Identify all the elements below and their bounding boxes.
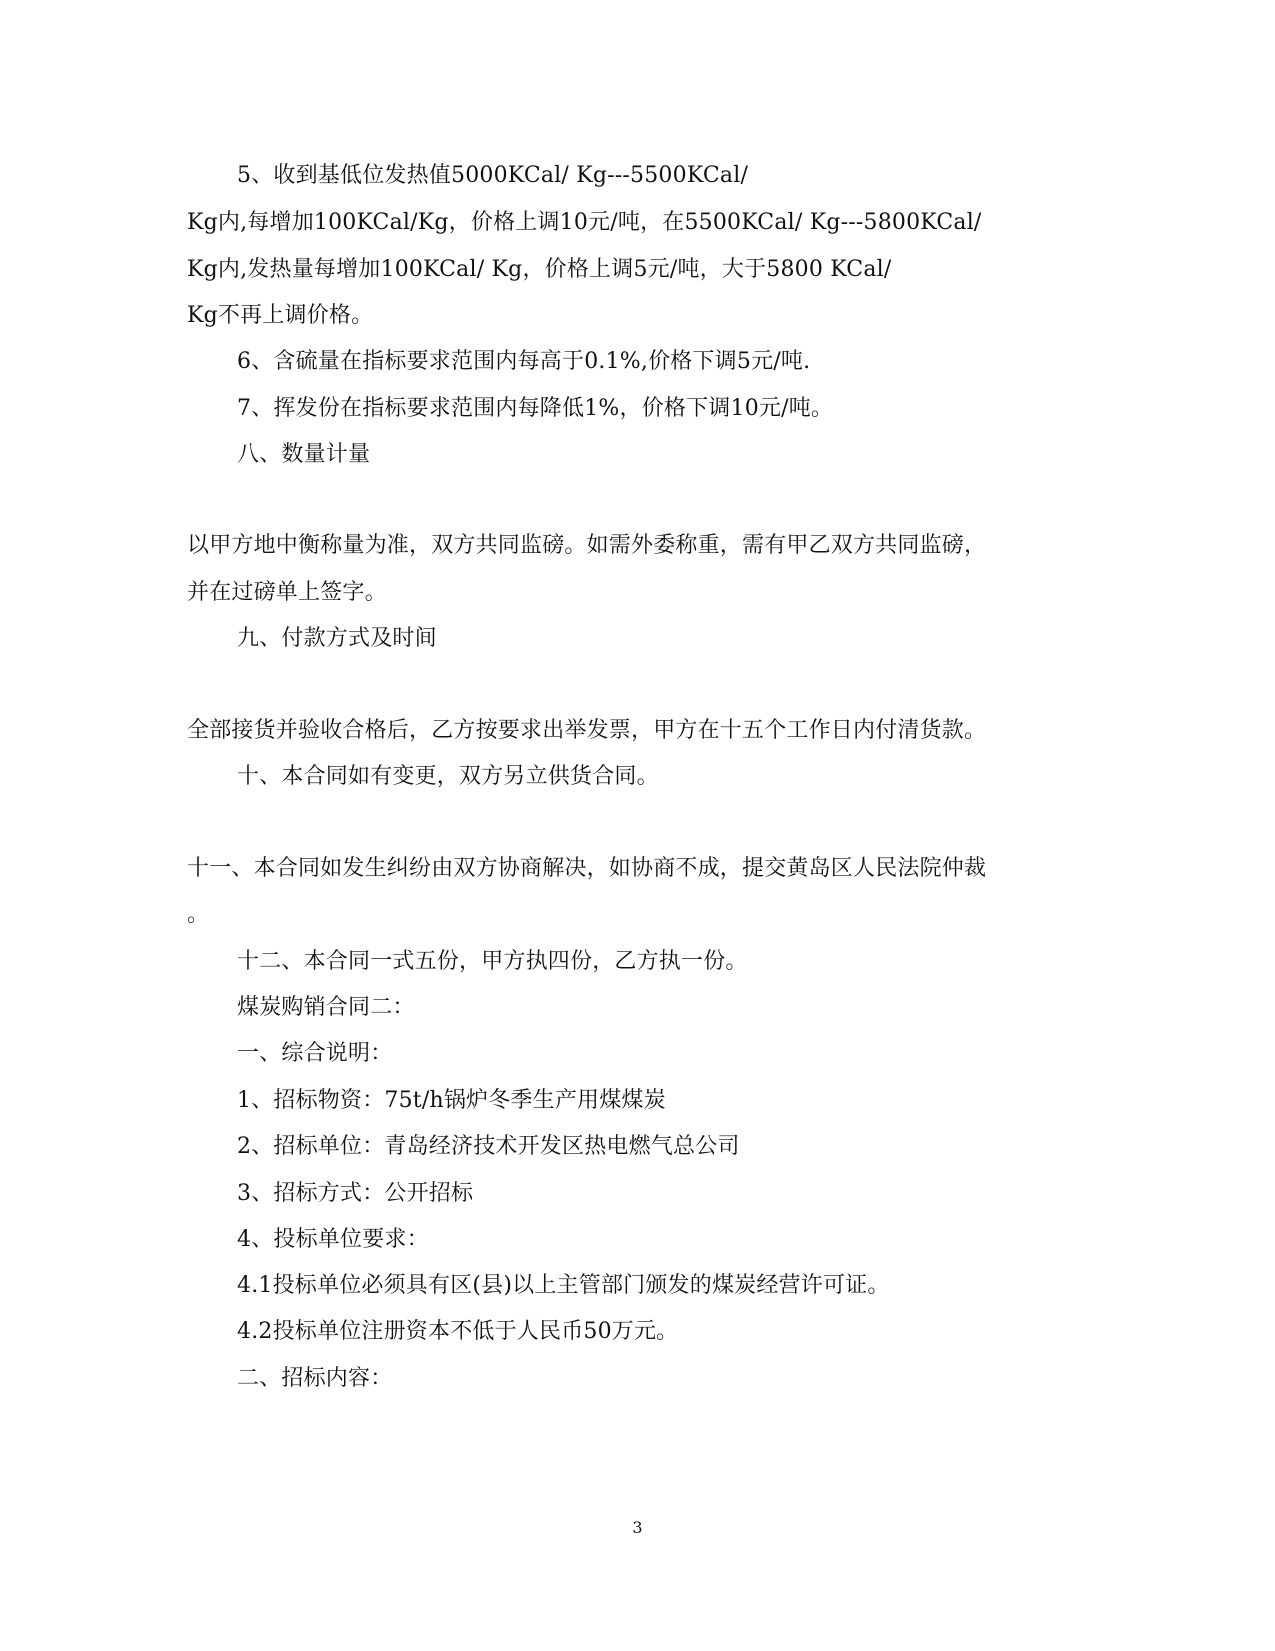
section-heading: 九、付款方式及时间 bbox=[237, 626, 437, 651]
paragraph-line: Kg不再上调价格。 bbox=[187, 303, 374, 328]
paragraph-line: 6、含硫量在指标要求范围内每高于0.1%,价格下调5元/吨. bbox=[237, 349, 811, 374]
paragraph-line: 以甲方地中衡称量为准，双方共同监磅。如需外委称重，需有甲乙双方共同监磅， bbox=[187, 533, 987, 558]
list-item: 4.2投标单位注册资本不低于人民币50万元。 bbox=[237, 1319, 679, 1344]
paragraph-line: Kg内,每增加100KCal/Kg，价格上调10元/吨，在5500KCal/ Kg---5800KCal/ bbox=[187, 210, 982, 235]
section-heading: 一、综合说明： bbox=[237, 1041, 393, 1066]
document-subtitle: 煤炭购销合同二： bbox=[237, 995, 415, 1020]
paragraph-line: Kg内,发热量每增加100KCal/ Kg，价格上调5元/吨，大于5800 KCal/ bbox=[187, 257, 892, 282]
section-heading: 十二、本合同一式五份，甲方执四份，乙方执一份。 bbox=[237, 949, 748, 974]
paragraph-line: 十一、本合同如发生纠纷由双方协商解决，如协商不成，提交黄岛区人民法院仲裁 bbox=[187, 856, 987, 881]
list-item: 4.1投标单位必须具有区(县)以上主管部门颁发的煤炭经营许可证。 bbox=[237, 1273, 890, 1298]
section-heading: 二、招标内容： bbox=[237, 1366, 393, 1391]
paragraph-line: 全部接货并验收合格后，乙方按要求出举发票，甲方在十五个工作日内付清货款。 bbox=[187, 718, 987, 743]
list-item: 4、投标单位要求： bbox=[237, 1227, 429, 1252]
list-item: 2、招标单位：青岛经济技术开发区热电燃气总公司 bbox=[237, 1134, 740, 1159]
paragraph-line: 5、收到基低位发热值5000KCal/ Kg---5500KCal/ bbox=[237, 163, 749, 188]
page-number: 3 bbox=[632, 1518, 643, 1537]
paragraph-line: 。 bbox=[187, 902, 210, 927]
list-item: 1、招标物资：75t/h锅炉冬季生产用煤煤炭 bbox=[237, 1088, 666, 1113]
list-item: 3、招标方式：公开招标 bbox=[237, 1181, 474, 1206]
paragraph-line: 并在过磅单上签字。 bbox=[187, 580, 387, 605]
paragraph-line: 7、挥发份在指标要求范围内每降低1%，价格下调10元/吨。 bbox=[237, 396, 834, 421]
section-heading: 十、本合同如有变更，双方另立供货合同。 bbox=[237, 764, 659, 789]
section-heading: 八、数量计量 bbox=[237, 442, 371, 467]
